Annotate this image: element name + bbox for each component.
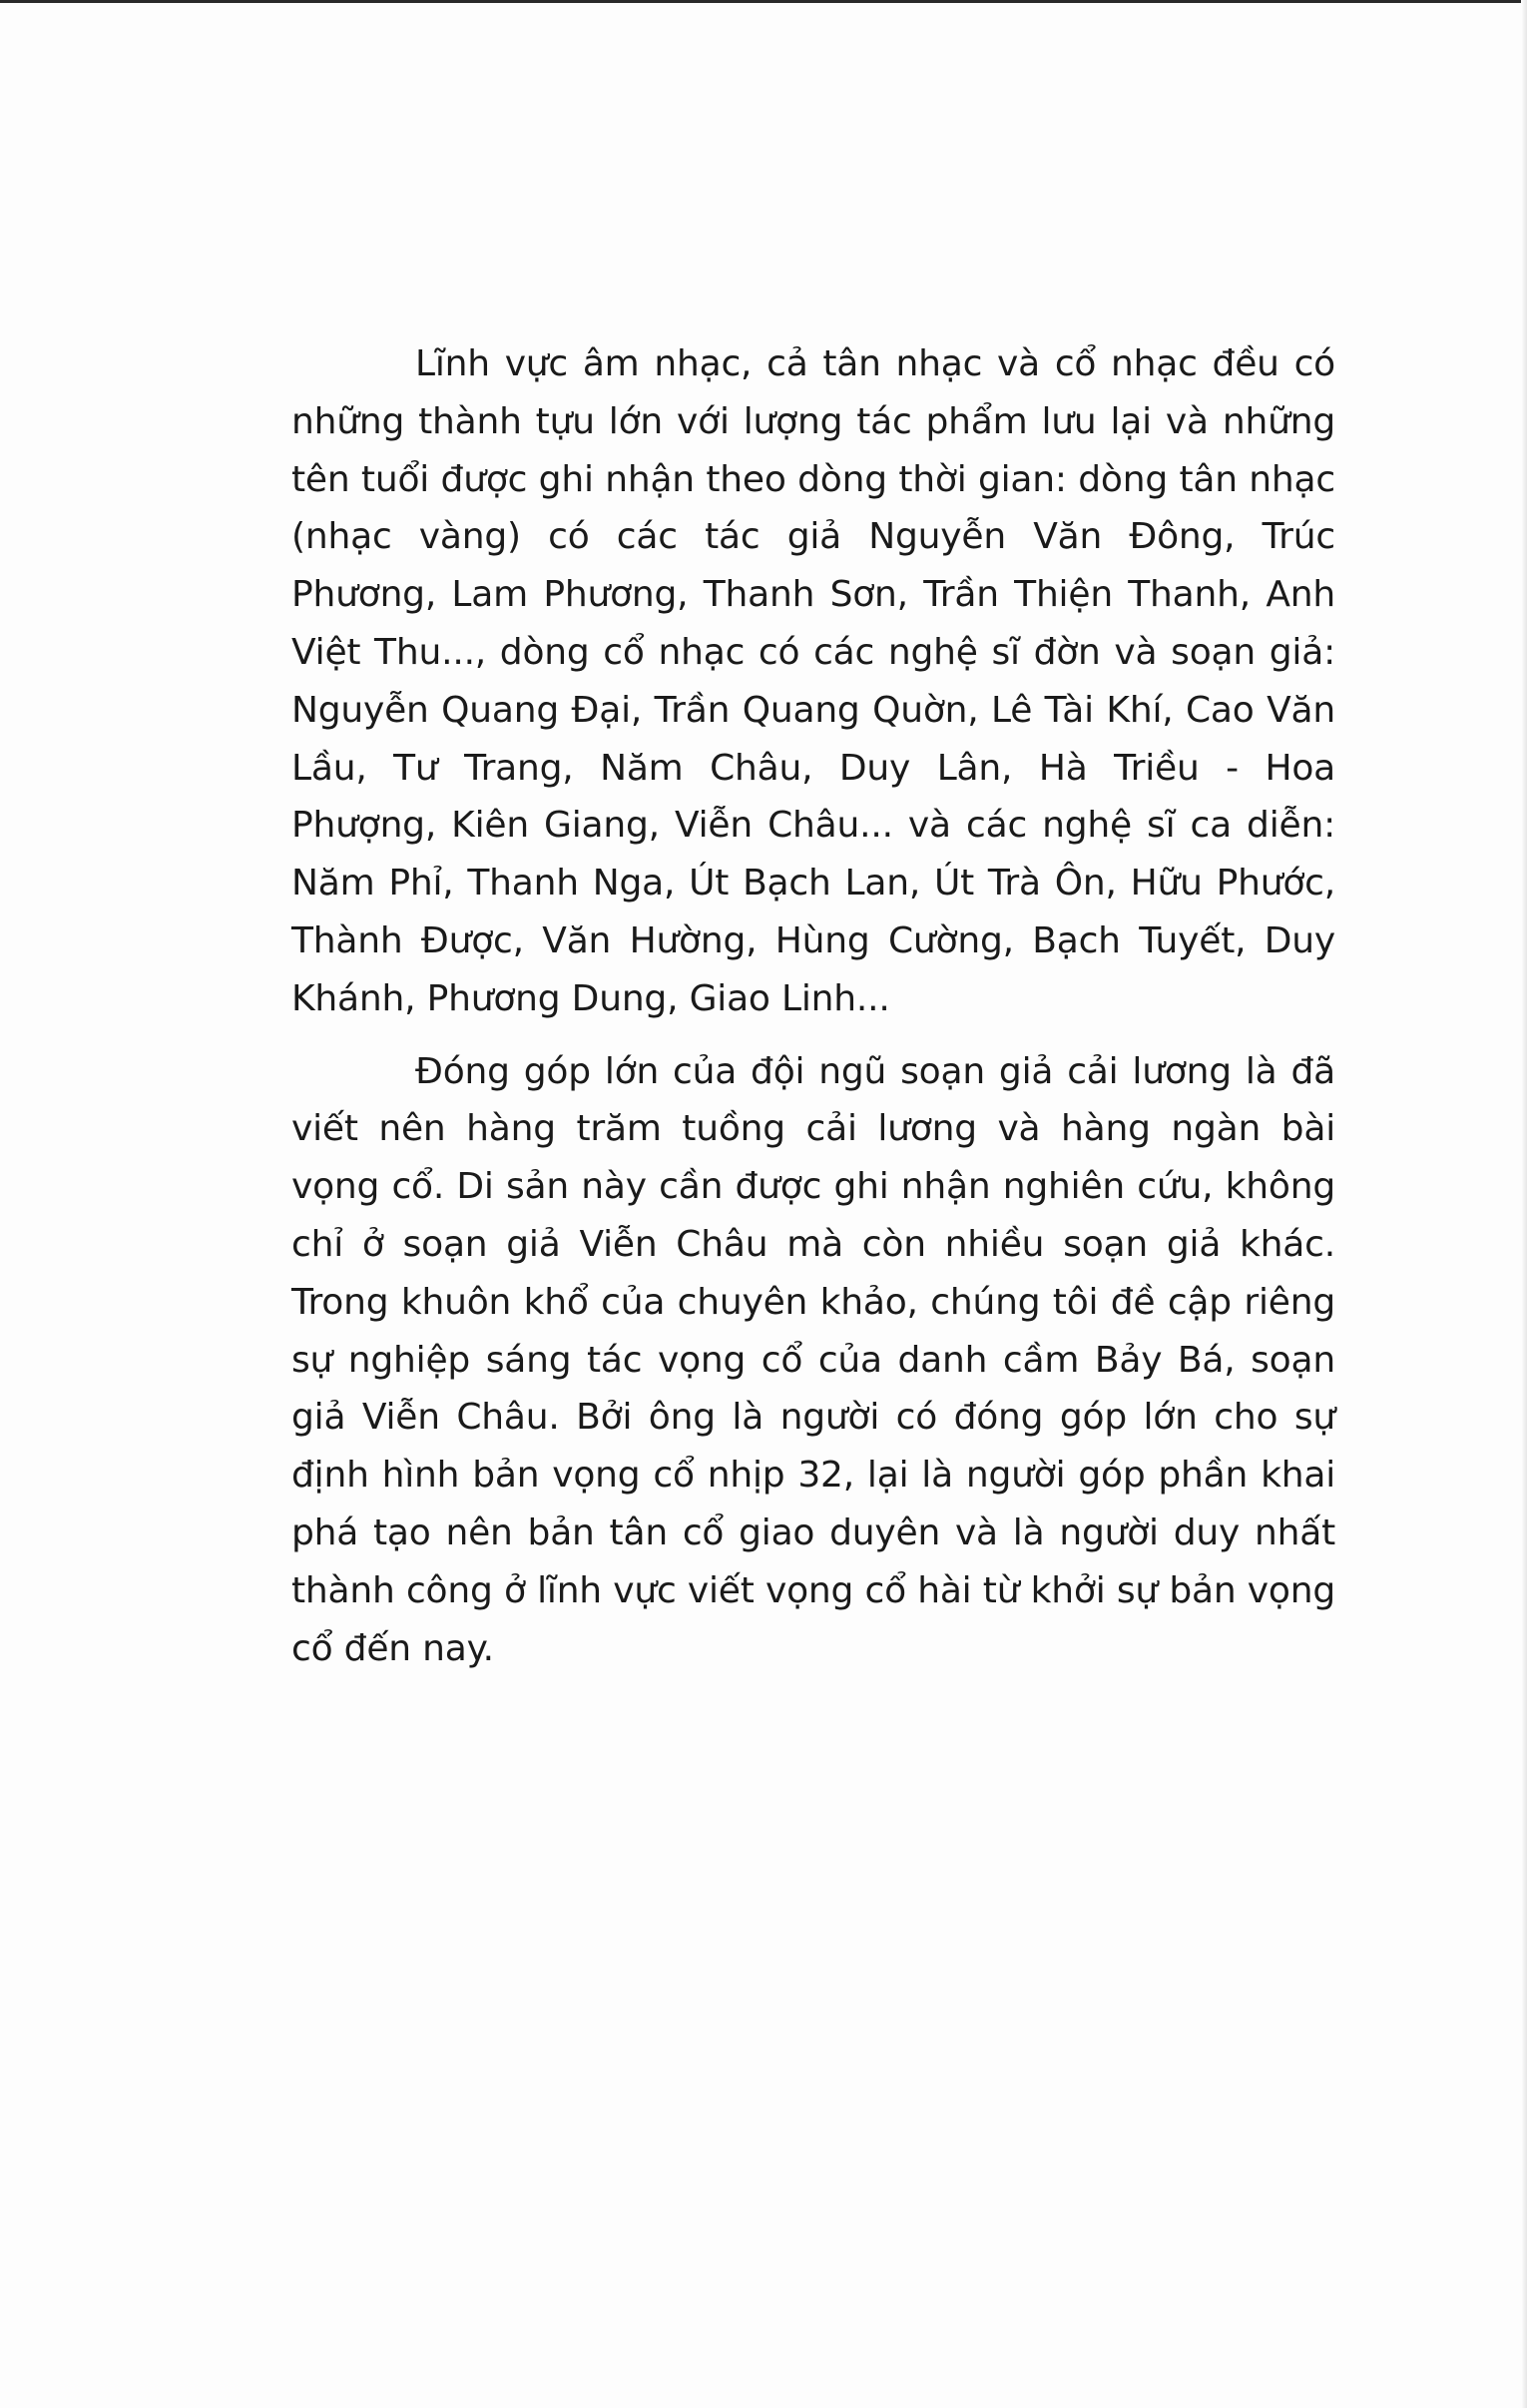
- paragraph-music-field: Lĩnh vực âm nhạc, cả tân nhạc và cổ nhạc đều có những thành tựu lớn với lượng tác phẩm lưu lại và những tên tuổi được ghi nhận theo dòng thời gian: dòng tân nhạc (nhạc vàng) có các tác giả Nguyễn Văn Đông, Trúc Phương, Lam Phương, Thanh Sơn, Trần Thiện Thanh, Anh Việt Thu..., dòng cổ nhạc có các nghệ sĩ đờn và soạn giả: Nguyễn Quang Đại, Trần Quang Quờn, Lê Tài Khí, Cao Văn Lầu, Tư Trang, Năm Châu, Duy Lân, Hà Triều - Hoa Phượng, Kiên Giang, Viễn Châu... và các nghệ sĩ ca diễn: Năm Phỉ, Thanh Nga, Út Bạch Lan, Út Trà Ôn, Hữu Phước, Thành Được, Văn Hường, Hùng Cường, Bạch Tuyết, Duy Khánh, Phương Dung, Giao Linh...: [291, 343, 1335, 1019]
- paragraph-playwright-contribution: Đóng góp lớn của đội ngũ soạn giả cải lương là đã viết nên hàng trăm tuồng cải lương và hàng ngàn bài vọng cổ. Di sản này cần được ghi nhận nghiên cứu, không chỉ ở soạn giả Viễn Châu mà còn nhiều soạn giả khác. Trong khuôn khổ của chuyên khảo, chúng tôi đề cập riêng sự nghiệp sáng tác vọng cổ của danh cầm Bảy Bá, soạn giả Viễn Châu. Bởi ông là người có đóng góp lớn cho sự định hình bản vọng cổ nhịp 32, lại là người góp phần khai phá tạo nên bản tân cổ giao duyên và là người duy nhất thành công ở lĩnh vực viết vọng cổ hài từ khởi sự bản vọng cổ đến nay.: [291, 1050, 1335, 1669]
- page-edge-shadow: [1521, 0, 1527, 2408]
- page-top-rule: [0, 0, 1527, 3]
- body-text: [291, 335, 1335, 1677]
